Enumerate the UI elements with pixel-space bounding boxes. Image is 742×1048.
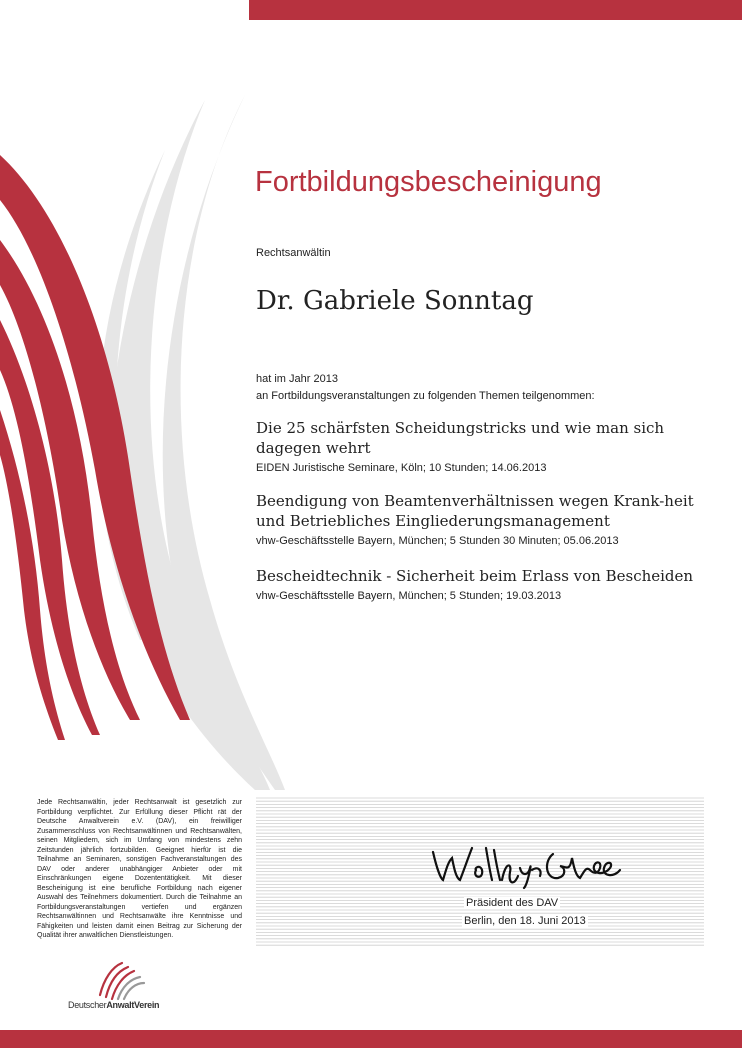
course-details: vhw-Geschäftsstelle Bayern, München; 5 Stunden 30 Minuten; 05.06.2013 [256, 535, 619, 547]
dav-logo-text [68, 1000, 159, 1010]
intro-line-1: hat im Jahr 2013 [256, 373, 338, 385]
course-title: Die 25 schärfsten Scheidungstricks und wie man sich dagegen wehrt [256, 419, 665, 457]
signature-date: Berlin, den 18. Juni 2013 [464, 915, 586, 927]
legal-notice [37, 798, 242, 941]
logo-text-regular: Deutscher [68, 1000, 107, 1010]
bottom-accent-bar [0, 1030, 742, 1048]
logo-text-bold: AnwaltVerein [106, 1000, 160, 1010]
signature-graphic [428, 840, 628, 890]
course-details: vhw-Geschäftsstelle Bayern, München; 5 Stunden; 19.03.2013 [256, 590, 562, 602]
signature-label: Präsident des DAV [466, 897, 559, 909]
course-title: Beendigung von Beamtenverhältnissen wegen Krank-heit und Betriebliches Eingliederungsmanagement [256, 492, 694, 530]
certificate-title: Fortbildungsbescheinigung [255, 166, 602, 198]
dav-logo-icon [78, 955, 153, 1001]
course-item [256, 491, 696, 549]
course-item [256, 566, 696, 604]
intro-text [256, 371, 595, 405]
intro-line-2: an Fortbildungsveranstaltungen zu folgenden Themen teilgenommen: [256, 390, 595, 402]
legal-notice-text: Jede Rechtsanwältin, jeder Rechtsanwalt ist gesetzlich zur Fortbildung verpflichtet. Zur Erfüllung dieser Pflicht rät der Deutsche Anwaltverein e.V. (DAV), ein freiwilliger Zusammenschluss von Rechtsanwältinnen und Rechtsanwälten, seinen Mitgliedern, sich im Umfang von mindestens zehn Zeitstunden jährlich fortzubilden. Geeignet hierfür ist die Teilnahme an Seminaren, sonstigen Fachveranstaltungen des DAV oder anderer unabhängiger Anbieter oder mit Einschränkungen eigene Dozententätigkeit. Mit dieser Bescheinigung ist eine berufliche Fortbildung nach eigener Auswahl des Teilnehmers dokumentiert. Durch die Teilnahme an Fortbildungsveranstaltungen vertiefen und ergänzen Rechtsanwältinnen und Rechtsanwälte ihre Kenntnisse und Fähigkeiten und leisten damit einen Beitrag zur Sicherung der Qualität ihrer anwaltlichen Dienstleistungen. [37, 799, 242, 939]
course-details: EIDEN Juristische Seminare, Köln; 10 Stunden; 14.06.2013 [256, 462, 547, 474]
course-title: Bescheidtechnik - Sicherheit beim Erlass von Bescheiden [256, 567, 694, 585]
recipient-role: Rechtsanwältin [256, 247, 331, 259]
course-item [256, 418, 696, 476]
recipient-name: Dr. Gabriele Sonntag [256, 286, 534, 316]
